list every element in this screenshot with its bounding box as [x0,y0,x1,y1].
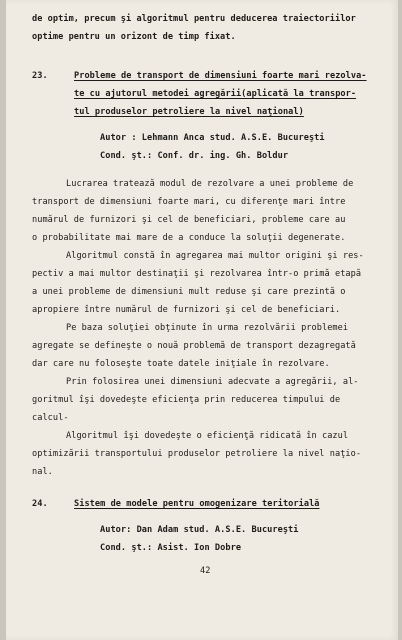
item-number: 23. [32,71,48,81]
body-line: nal. [32,467,53,477]
page-number: 42 [200,566,211,576]
item-title-line: te cu ajutorul metodei agregării(aplicată la transpor- [74,89,357,99]
body-line: numărul de furnizori şi cel de beneficiari, probleme care au [32,215,346,225]
text-line: de optim, precum şi algoritmul pentru deducerea traiectoriilor [32,14,356,24]
item-title-line: Sistem de modele pentru omogenizare teritorială [74,499,320,509]
body-line: agregate se defineşte o nouă problemă de transport dezagregată [32,341,356,351]
author-line: Autor: Dan Adam stud. A.S.E. Bucureşti [100,525,299,535]
body-line: Lucrarea tratează modul de rezolvare a unei probleme de [66,179,354,189]
coordinator-line: Cond. şt.: Asist. Ion Dobre [100,543,242,553]
body-line: calcul- [32,413,69,423]
body-line: Prin folosirea unei dimensiuni adecvate a agregării, al- [66,377,359,387]
item-number: 24. [32,499,48,509]
body-line: pectiv a mai multor destinaţii şi rezolvarea într-o primă etapă [32,269,362,279]
item-title-line: tul produselor petroliere la nivel naţional) [74,107,304,117]
item-title-line: Probleme de transport de dimensiuni foarte mari rezolva- [74,71,367,81]
body-line: dar care nu foloseşte toate datele iniţiale în rezolvare. [32,359,330,369]
body-line: Algoritmul îşi dovedeşte o eficienţă ridicată în cazul [66,431,349,441]
body-line: Algoritmul constă în agregarea mai multor origini şi res- [66,251,364,261]
body-line: goritmul îşi dovedeşte eficienţa prin reducerea timpului de [32,395,341,405]
body-line: optimizării transportului produselor petroliere la nivel naţio- [32,449,362,459]
author-line: Autor : Lehmann Anca stud. A.S.E. Bucureşti [100,133,325,143]
document-page [6,0,398,640]
body-line: o probabilitate mai mare de a conduce la soluţii degenerate. [32,233,346,243]
body-line: transport de dimensiuni foarte mari, cu diferenţe mari între [32,197,346,207]
body-line: a unei probleme de dimensiuni mult reduse şi care prezintă o [32,287,346,297]
coordinator-line: Cond. şt.: Conf. dr. ing. Gh. Boldur [100,151,289,161]
text-line: optime pentru un orizont de timp fixat. [32,32,236,42]
body-line: apropiere între numărul de furnizori şi cel de beneficiari. [32,305,341,315]
body-line: Pe baza soluţiei obţinute în urma rezolvării problemei [66,323,349,333]
